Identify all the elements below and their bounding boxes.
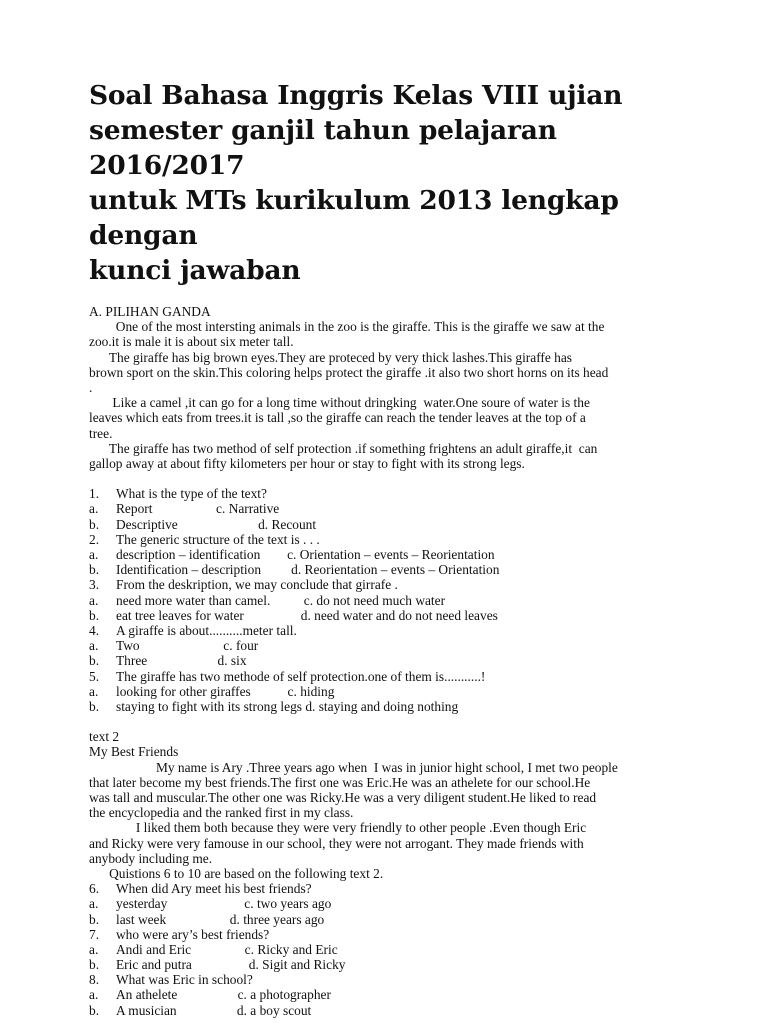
question-text: A giraffe is about..........meter tall.: [116, 622, 297, 638]
text-line: .: [89, 379, 93, 395]
text-line: leaves which eats from trees.it is tall ,so the giraffe can reach the tender leaves at the top of a: [89, 410, 586, 426]
title-line: untuk MTs kurikulum 2013 lengkap dengan: [89, 185, 619, 251]
title-line: kunci jawaban: [89, 255, 301, 286]
text1-paragraphs: [89, 319, 689, 471]
question-number: 8.: [89, 972, 100, 988]
question-item: [89, 623, 689, 638]
text-line: was tall and muscular.The other one was Ricky.He was a very diligent student.He liked to read: [89, 790, 597, 805]
answer-option: [89, 699, 689, 714]
option-text: Identification – description d. Reorientation – events – Orientation: [116, 562, 500, 578]
text-line: anybody including me.: [89, 850, 213, 866]
option-text: Descriptive d. Recount: [116, 516, 317, 532]
title-line: Soal Bahasa Inggris Kelas VIII ujian: [89, 80, 623, 111]
question-number: 2.: [89, 531, 100, 547]
option-letter: b.: [89, 653, 100, 669]
option-letter: b.: [89, 607, 100, 623]
answer-option: [89, 501, 689, 516]
question-number: 4.: [89, 622, 100, 638]
answer-option: [89, 638, 689, 653]
spacer: [89, 471, 689, 486]
answer-option: [89, 593, 689, 608]
answer-option: [89, 1003, 689, 1018]
question-item: [89, 881, 689, 896]
option-text: description – identification c. Orientation – events – Reorientation: [116, 547, 495, 562]
text-line: One of the most intersting animals in the zoo is the giraffe. This is the giraffe we saw at the: [89, 319, 605, 335]
text-line: and Ricky were very famouse in our school, they were not arrogant. They made friends with: [89, 835, 584, 851]
text-line: I liked them both because they were very friendly to other people .Even though Eric: [89, 820, 587, 836]
answer-option: [89, 517, 689, 532]
text-line: The giraffe has big brown eyes.They are proteced by very thick lashes.This giraffe has: [89, 349, 573, 365]
option-letter: b.: [89, 1002, 100, 1018]
text-line: zoo.it is male it is about six meter tall.: [89, 334, 294, 350]
text-line: Quistions 6 to 10 are based on the following text 2.: [89, 865, 384, 881]
text2-label: text 2: [89, 729, 120, 745]
answer-option: [89, 987, 689, 1002]
document-page: [89, 78, 689, 1018]
answer-option: [89, 547, 689, 562]
question-number: 7.: [89, 926, 100, 942]
option-letter: a.: [89, 592, 99, 608]
answer-option: [89, 896, 689, 911]
question-item: [89, 972, 689, 987]
option-letter: a.: [89, 896, 99, 912]
text2-paragraphs: [89, 760, 689, 882]
question-text: The giraffe has two methode of self protection.one of them is...........!: [116, 668, 486, 684]
text-line: Like a camel ,it can go for a long time without dringking water.One soure of water is the: [89, 395, 590, 411]
question-text: What is the type of the text?: [116, 486, 267, 502]
option-text: An athelete c. a photographer: [116, 987, 331, 1003]
option-text: A musician d. a boy scout: [116, 1002, 312, 1018]
answer-option: [89, 653, 689, 668]
text2-title: My Best Friends: [89, 744, 179, 760]
text-line: brown sport on the skin.This coloring helps protect the giraffe .it also two short horns on its head: [89, 364, 609, 380]
option-letter: b.: [89, 516, 100, 532]
question-number: 1.: [89, 486, 100, 502]
option-letter: a.: [89, 501, 99, 517]
answer-option: [89, 684, 689, 699]
option-text: looking for other giraffes c. hiding: [116, 683, 335, 699]
questions-part1: [89, 486, 689, 714]
option-letter: b.: [89, 562, 100, 578]
answer-option: [89, 912, 689, 927]
document-body: [89, 304, 689, 1018]
question-item: [89, 577, 689, 592]
text-line: tree.: [89, 425, 113, 441]
question-item: [89, 486, 689, 501]
option-letter: a.: [89, 638, 99, 654]
question-number: 5.: [89, 668, 100, 684]
text-line: the encyclopedia and the ranked first in my class.: [89, 805, 354, 821]
option-text: staying to fight with its strong legs d. staying and doing nothing: [116, 698, 459, 714]
option-text: need more water than camel. c. do not need much water: [116, 592, 446, 608]
option-letter: a.: [89, 547, 99, 562]
option-letter: a.: [89, 987, 99, 1003]
question-item: [89, 669, 689, 684]
question-text: From the deskription, we may conclude that girrafe .: [116, 577, 398, 593]
option-letter: b.: [89, 911, 100, 927]
option-text: yesterday c. two years ago: [116, 896, 332, 912]
questions-part2: [89, 881, 689, 1018]
option-letter: b.: [89, 698, 100, 714]
text-line: The giraffe has two method of self protection .if something frightens an adult giraffe,it can: [89, 440, 598, 456]
answer-option: [89, 562, 689, 577]
question-item: [89, 532, 689, 547]
text-line: that later become my best friends.The first one was Eric.He was an athelete for our school.He: [89, 774, 591, 790]
option-letter: a.: [89, 683, 99, 699]
option-text: Two c. four: [116, 638, 259, 654]
section-heading: A. PILIHAN GANDA: [89, 304, 211, 319]
option-letter: b.: [89, 957, 100, 973]
document-title: [89, 78, 689, 288]
option-text: Three d. six: [116, 653, 247, 669]
question-text: The generic structure of the text is . . .: [116, 531, 320, 547]
option-text: Andi and Eric c. Ricky and Eric: [116, 941, 338, 957]
answer-option: [89, 608, 689, 623]
text-line: gallop away at about fifty kilometers per hour or stay to fight with its strong legs.: [89, 455, 525, 471]
answer-option: [89, 942, 689, 957]
option-text: last week d. three years ago: [116, 911, 325, 927]
question-item: [89, 927, 689, 942]
question-text: who were ary’s best friends?: [116, 926, 270, 942]
answer-option: [89, 957, 689, 972]
question-number: 6.: [89, 881, 100, 897]
question-text: When did Ary meet his best friends?: [116, 881, 312, 897]
text-line: My name is Ary .Three years ago when I was in junior hight school, I met two people: [89, 759, 618, 775]
question-text: What was Eric in school?: [116, 972, 253, 988]
question-number: 3.: [89, 577, 100, 593]
option-text: eat tree leaves for water d. need water and do not need leaves: [116, 607, 498, 623]
option-letter: a.: [89, 941, 99, 957]
title-line: semester ganjil tahun pelajaran 2016/2017: [89, 115, 557, 181]
option-text: Eric and putra d. Sigit and Ricky: [116, 957, 346, 973]
option-text: Report c. Narrative: [116, 501, 280, 517]
spacer: [89, 714, 689, 729]
